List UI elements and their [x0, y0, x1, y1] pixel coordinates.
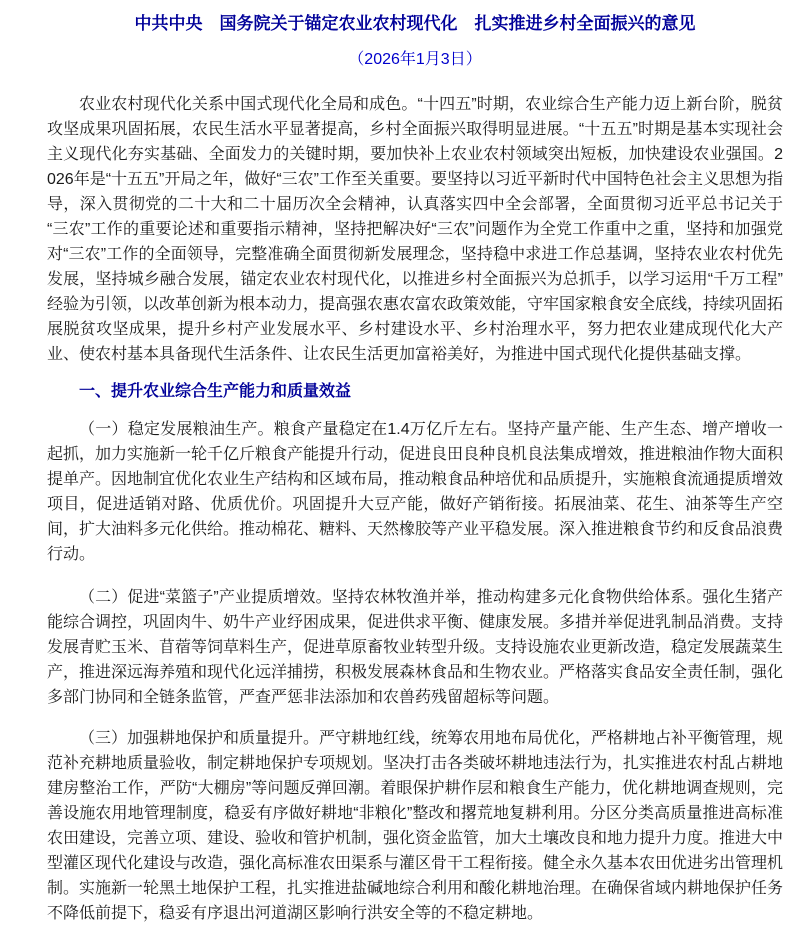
paragraph-item-1: （一）稳定发展粮油生产。粮食产量稳定在1.4万亿斤左右。坚持产量产能、生产生态、增产增收一起抓，加力实施新一轮千亿斤粮食产能提升行动，促进良田良种良机良法集成增效，推进粮油作物大面积提单产。因地制宜优化农业生产结构和区域布局，推动粮食品种培优和品质提升，实施粮食流通提质增效项目，促进适销对路、优质优价。巩固提升大豆产能，做好产销衔接。拓展油菜、花生、油茶等生产空间，扩大油料多元化供给。推动棉花、糖料、天然橡胶等产业平稳发展。深入推进粮食节约和反食品浪费行动。 [47, 421, 784, 563]
paragraph-item-2: （二）促进“菜篮子”产业提质增效。坚持农林牧渔并举，推动构建多元化食物供给体系。强化生猪产能综合调控，巩固肉牛、奶牛产业纾困成果，促进供求平衡、健康发展。多措并举促进乳制品消费。支持发展青贮玉米、苜蓿等饲草料生产，促进草原畜牧业转型升级。支持设施农业更新改造，稳定发展蔬菜生产，推进深远海养殖和现代化远洋捕捞，积极发展森林食品和生物农业。严格落实食品安全责任制，强化多部门协同和全链条监管，严查严惩非法添加和农兽药残留超标等问题。 [47, 589, 784, 706]
section-heading-1: 一、提升农业综合生产能力和质量效益 [79, 383, 352, 400]
paragraph-item-3: （三）加强耕地保护和质量提升。严守耕地红线，统筹农用地布局优化，严格耕地占补平衡管理，规范补充耕地质量验收，制定耕地保护专项规划。坚决打击各类破坏耕地违法行为，扎实推进农村乱占耕地建房整治工作，严防“大棚房”等问题反弹回潮。着眼保护耕作层和粮食生产能力，优化耕地调查规则，完善设施农用地管理制度，稳妥有序做好耕地“非粮化”整改和撂荒地复耕利用。分区分类高质量推进高标准农田建设，完善立项、建设、验收和管护机制，强化资金监管，加大土壤改良和地力提升力度。推进大中型灌区现代化建设与改造，强化高标准农田渠系与灌区骨干工程衔接。健全永久基本农田优进劣出管理机制。实施新一轮黑土地保护工程，扎实推进盐碱地综合利用和酸化耕地治理。在确保省域内耕地保护任务不降低前提下，稳妥有序退出河道湖区影响行洪安全等的不稳定耕地。 [47, 730, 784, 922]
paragraph-intro: 农业农村现代化关系中国式现代化全局和成色。“十四五”时期，农业综合生产能力迈上新台阶，脱贫攻坚成果巩固拓展，农民生活水平显著提高，乡村全面振兴取得明显进展。“十五五”时期是基本实现社会主义现代化夯实基础、全面发力的关键时期，要加快补上农业农村领域突出短板，加快建设农业强国。2026年是“十五五”开局之年，做好“三农”工作至关重要。要坚持以习近平新时代中国特色社会主义思想为指导，深入贯彻党的二十大和二十届历次全会精神，认真落实四中全会部署，全面贯彻习近平总书记关于“三农”工作的重要论述和重要指示精神，坚持把解决好“三农”问题作为全党工作重中之重，坚持和加强党对“三农”工作的全面领导，完整准确全面贯彻新发展理念，坚持稳中求进工作总基调，坚持农业农村优先发展，坚持城乡融合发展，锚定农业农村现代化，以推进乡村全面振兴为总抓手，以学习运用“千万工程”经验为引领，以改革创新为根本动力，提高强农惠农富农政策效能，守牢国家粮食安全底线，持续巩固拓展脱贫攻坚成果，提升乡村产业发展水平、乡村建设水平、乡村治理水平，努力把农业建成现代化大产业、使农村基本具备现代生活条件、让农民生活更加富裕美好，为推进中国式现代化提供基础支撑。 [47, 96, 784, 363]
document-page [0, 12, 808, 926]
document-title: 中共中央 国务院关于锚定农业农村现代化 扎实推进乡村全面振兴的意见 [134, 14, 696, 33]
document-date: （2026年1月3日） [348, 51, 482, 68]
